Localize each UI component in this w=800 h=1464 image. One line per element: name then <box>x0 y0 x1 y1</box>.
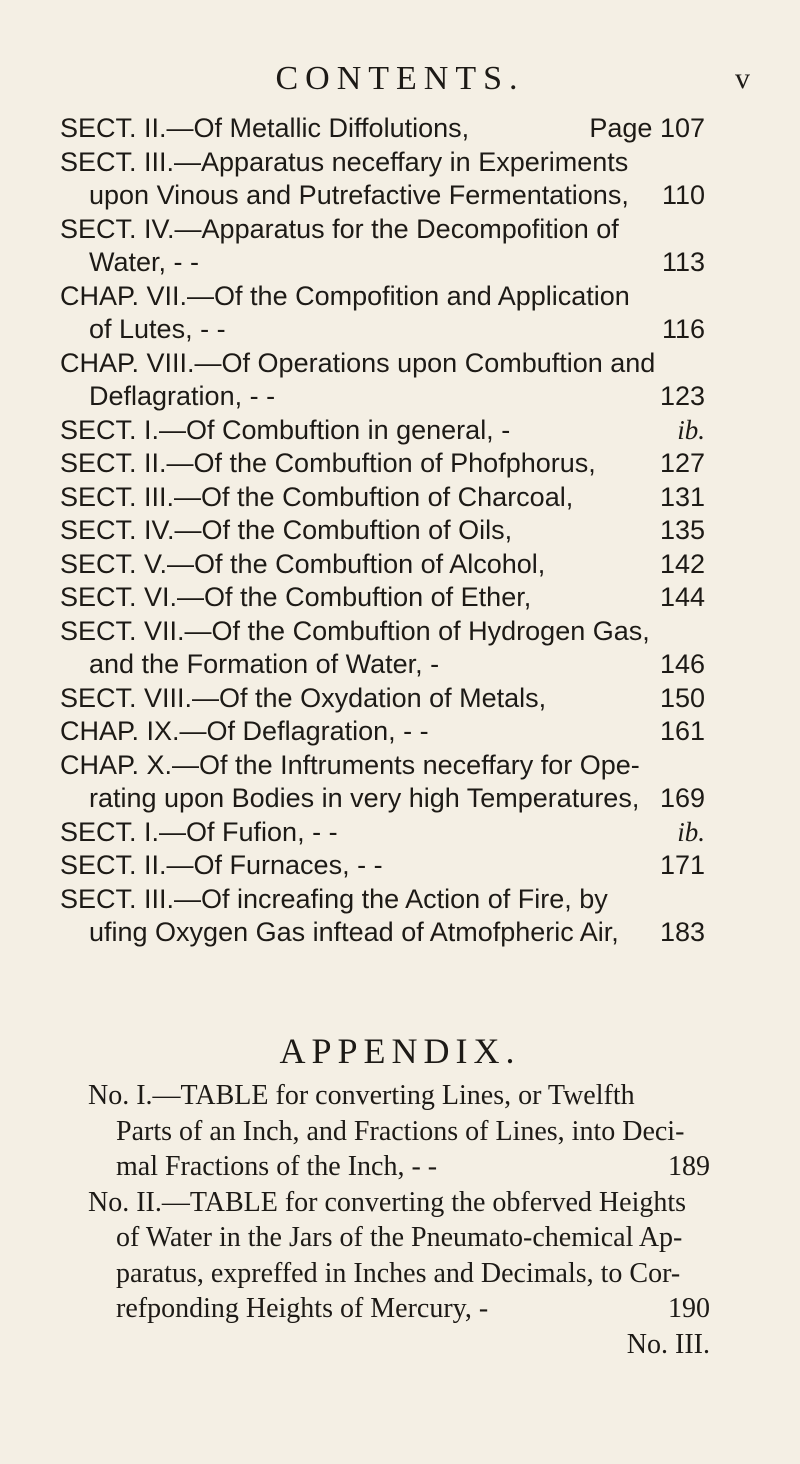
entry-title: of Lutes, - - <box>89 314 226 344</box>
entry-page: 110 <box>661 180 705 210</box>
contents-entry <box>0 1080 800 1116</box>
entry-page: 150 <box>659 682 705 713</box>
entry-page: ib. <box>677 816 705 847</box>
entry-title: of Water in the Jars of the Pneumato-chemical Ap- <box>116 1222 683 1253</box>
contents-entry <box>0 884 800 918</box>
entry-page: 142 <box>659 548 705 579</box>
contents-entry <box>0 817 800 851</box>
contents-entry <box>0 1116 800 1152</box>
contents-entry <box>0 180 800 214</box>
entry-title: SECT. III.—Of increafing the Action of Fire, by <box>60 883 608 914</box>
contents-entry <box>0 1151 800 1187</box>
entry-page: 146 <box>659 649 705 679</box>
page-number: v <box>735 62 750 95</box>
contents-entry <box>0 716 800 750</box>
entry-page: 171 <box>659 850 705 880</box>
contents-entry <box>0 582 800 616</box>
contents-entry <box>0 850 800 884</box>
entry-page: 161 <box>659 716 705 746</box>
contents-entry <box>0 482 800 516</box>
contents-entry <box>0 917 800 951</box>
contents-entry <box>0 348 800 382</box>
entry-page: ib. <box>677 414 705 445</box>
contents-entry <box>0 448 800 482</box>
entry-title: paratus, expreffed in Inches and Decimals, to Cor- <box>116 1257 681 1289</box>
entry-title: SECT. VI.—Of the Combuftion of Ether, <box>60 582 532 612</box>
entry-title: SECT. II.—Of Furnaces, - - <box>60 850 383 880</box>
contents-entry <box>0 1222 800 1258</box>
entry-title: refponding Heights of Mercury, - <box>116 1293 489 1324</box>
entry-page: 116 <box>661 314 705 344</box>
entry-page: 144 <box>659 582 705 612</box>
entry-title: SECT. I.—Of Fufion, - - <box>60 816 338 847</box>
entry-title: SECT. I.—Of Combuftion in general, - <box>60 414 511 445</box>
entry-title: rating upon Bodies in very high Temperatures, <box>89 783 640 813</box>
entry-page: 189 <box>668 1151 710 1182</box>
entry-title: CHAP. IX.—Of Deflagration, - - <box>60 716 429 746</box>
contents-entry <box>0 281 800 315</box>
entry-page: 131 <box>659 481 705 512</box>
entry-title: No. I.—TABLE for converting Lines, or Twelfth <box>88 1080 635 1111</box>
entry-page: 123 <box>659 381 705 411</box>
contents-entry <box>0 1293 800 1329</box>
entry-title: SECT. II.—Of Metallic Diffolutions, <box>60 113 470 143</box>
entry-page: No. III. <box>626 1328 710 1360</box>
contents-entry <box>0 415 800 449</box>
entry-page: 183 <box>659 917 705 947</box>
contents-entry <box>0 616 800 650</box>
contents-entry <box>0 381 800 415</box>
contents-entry <box>0 113 800 147</box>
header-title: CONTENTS. <box>275 60 525 97</box>
entry-page: Page 107 <box>589 113 705 143</box>
entry-title: No. II.—TABLE for converting the obferved Heights <box>88 1186 687 1218</box>
entry-title: Deflagration, - - <box>89 381 276 411</box>
entry-title: mal Fractions of the Inch, - - <box>116 1151 438 1182</box>
entry-title: CHAP. VII.—Of the Compofition and Application <box>60 280 630 311</box>
entry-page: 127 <box>659 448 705 478</box>
entry-title: Water, - - <box>89 247 200 277</box>
contents-entry <box>0 1329 800 1365</box>
entry-title: SECT. VII.—Of the Combuftion of Hydrogen Gas, <box>60 615 650 646</box>
appendix-heading: APPENDIX. <box>279 1031 521 1071</box>
appendix-list <box>0 1080 800 1364</box>
entry-title: SECT. V.—Of the Combuftion of Alcohol, <box>60 548 546 579</box>
entry-title: SECT. II.—Of the Combuftion of Phofphorus, <box>60 448 596 478</box>
contents-entry <box>0 750 800 784</box>
contents-list <box>0 113 800 951</box>
contents-entry <box>0 683 800 717</box>
entry-page: 113 <box>661 247 705 277</box>
contents-entry <box>0 783 800 817</box>
contents-entry <box>0 515 800 549</box>
entry-title: Parts of an Inch, and Fractions of Lines, into Deci- <box>116 1115 685 1147</box>
contents-entry <box>0 1187 800 1223</box>
entry-title: CHAP. X.—Of the Inftruments neceffary for Ope- <box>60 749 640 780</box>
entry-title: CHAP. VIII.—Of Operations upon Combuftion and <box>60 347 656 378</box>
entry-title: SECT. IV.—Apparatus for the Decompofition of <box>60 213 619 244</box>
contents-entry <box>0 147 800 181</box>
contents-entry <box>0 247 800 281</box>
entry-title: ufing Oxygen Gas inftead of Atmofpheric Air, <box>89 917 619 947</box>
entry-page: 190 <box>668 1293 710 1324</box>
entry-title: SECT. III.—Apparatus neceffary in Experiments <box>60 146 629 177</box>
entry-page: 135 <box>659 515 705 545</box>
entry-title: SECT. III.—Of the Combuftion of Charcoal, <box>60 481 574 512</box>
running-header <box>0 60 800 100</box>
contents-entry <box>0 549 800 583</box>
contents-entry <box>0 1258 800 1294</box>
entry-title: SECT. VIII.—Of the Oxydation of Metals, <box>60 682 547 713</box>
entry-title: and the Formation of Water, - <box>89 649 440 679</box>
contents-entry <box>0 314 800 348</box>
entry-title: SECT. IV.—Of the Combuftion of Oils, <box>60 515 513 545</box>
entry-page: 169 <box>659 783 705 813</box>
contents-entry <box>0 649 800 683</box>
contents-entry <box>0 214 800 248</box>
entry-title: upon Vinous and Putrefactive Fermentations, <box>89 180 629 210</box>
